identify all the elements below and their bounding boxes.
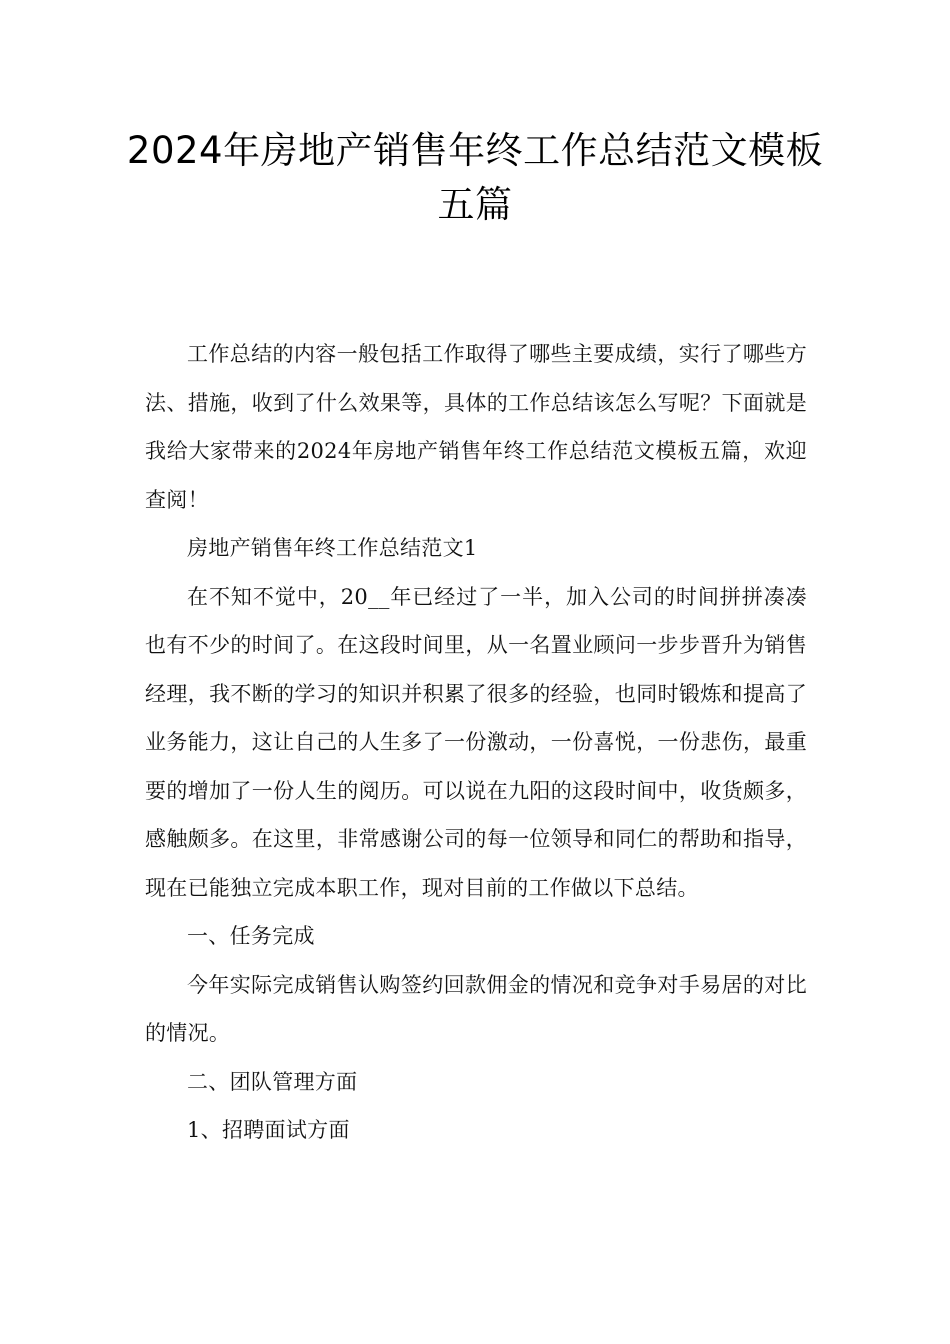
section-heading-sample-1: 房地产销售年终工作总结范文1 (187, 536, 478, 560)
document-body (145, 330, 807, 1155)
document-title: 2024年房地产销售年终工作总结范文模板五篇 (126, 129, 824, 226)
intro-paragraph: 工作总结的内容一般包括工作取得了哪些主要成绩，实行了哪些方法、措施，收到了什么效果等，具体的工作总结该怎么写呢？下面就是我给大家带来的2024年房地产销售年终工作总结范文模板五篇，欢迎查阅！ (145, 342, 807, 512)
section-heading-task-completion: 一、任务完成 (187, 924, 315, 948)
body-paragraph: 在不知不觉中，20__年已经过了一半，加入公司的时间拼拼凑凑也有不少的时间了。在这段时间里，从一名置业顾问一步步晋升为销售经理，我不断的学习的知识并积累了很多的经验，也同时锻炼和提高了业务能力，这让自己的人生多了一份激动，一份喜悦，一份悲伤，最重要的增加了一份人生的阅历。可以说在九阳的这段时间中，收货颇多，感触颇多。在这里，非常感谢公司的每一位领导和同仁的帮助和指导，现在已能独立完成本职工作，现对目前的工作做以下总结。 (145, 584, 807, 900)
section-heading-team-management: 二、团队管理方面 (187, 1069, 358, 1094)
subsection-heading-recruitment: 1、招聘面试方面 (187, 1118, 350, 1142)
body-paragraph: 今年实际完成销售认购签约回款佣金的情况和竞争对手易居的对比的情况。 (145, 972, 807, 1045)
